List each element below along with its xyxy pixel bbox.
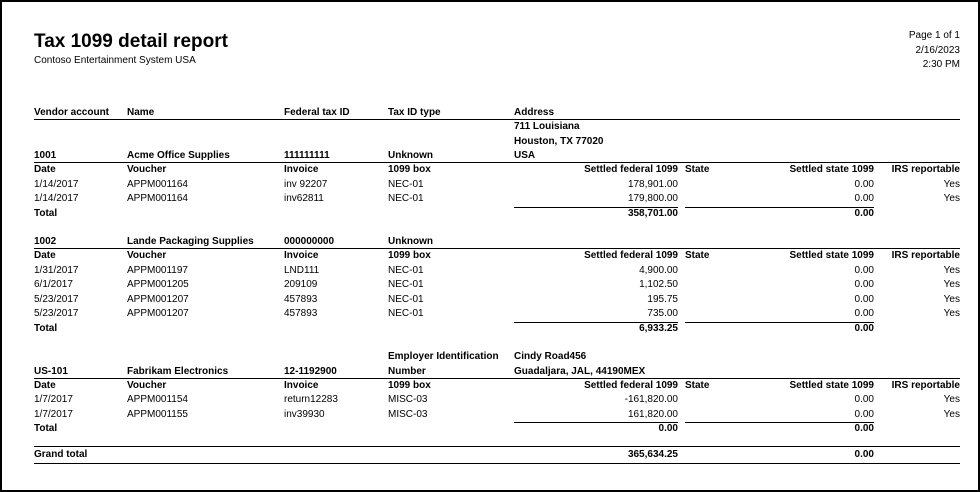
row-settled-state: 0.00 — [854, 308, 874, 319]
vendor-name: Acme Office Supplies — [127, 150, 230, 161]
subtotal-rule-state — [685, 322, 874, 323]
header-address: Address — [514, 107, 555, 118]
row-1099-box: NEC-01 — [388, 178, 424, 190]
vendor-tax-id-type: Employer Identification — [388, 351, 499, 362]
row-voucher: APPM001164 — [127, 193, 188, 204]
row-settled-federal: 195.75 — [647, 293, 678, 305]
vendor-total-state: 0.00 — [854, 207, 874, 219]
subtotal-rule-state — [685, 207, 874, 208]
vendor-address-line: Guadaljara, JAL, 44190MEX — [514, 365, 646, 377]
col-settled-state: Settled state 1099 — [789, 164, 874, 175]
col-irs-reportable: IRS reportable — [891, 164, 960, 175]
col-date: Date — [34, 379, 56, 391]
page-number: Page 1 of 1 — [908, 30, 960, 41]
row-settled-federal: 735.00 — [647, 308, 678, 319]
vendor-tax-id: 12-1192900 — [284, 365, 337, 377]
row-settled-federal: 1,102.50 — [639, 279, 678, 290]
row-voucher: APPM001154 — [127, 394, 188, 405]
row-date: 1/14/2017 — [34, 178, 79, 190]
col-1099-box: 1099 box — [388, 379, 431, 391]
vendor-name: Fabrikam Electronics — [127, 365, 229, 377]
report-time: 2:30 PM — [922, 59, 960, 70]
row-settled-federal: 161,820.00 — [627, 408, 678, 420]
header-vendor-account: Vendor account — [34, 107, 110, 118]
row-invoice: inv62811 — [284, 193, 324, 204]
row-invoice: inv 92207 — [284, 178, 328, 190]
vendor-tax-id: 111111111 — [284, 150, 330, 161]
row-irs-reportable: Yes — [943, 408, 960, 420]
vendor-address-line: 711 Louisiana — [514, 121, 580, 132]
row-settled-federal: -161,820.00 — [624, 394, 678, 405]
row-settled-federal: 178,901.00 — [627, 178, 678, 190]
row-settled-state: 0.00 — [854, 193, 874, 204]
row-settled-state: 0.00 — [854, 394, 874, 405]
vendor-total-federal: 0.00 — [658, 423, 678, 434]
col-state: State — [685, 164, 710, 175]
vendor-total-federal: 6,933.25 — [639, 322, 678, 334]
header-tax-id-type: Tax ID type — [388, 107, 441, 118]
vendor-account: US-101 — [34, 365, 68, 377]
vendor-account: 1001 — [34, 150, 57, 161]
row-invoice: 457893 — [284, 308, 318, 319]
row-date: 1/7/2017 — [34, 394, 73, 405]
grand-total-federal: 365,634.25 — [627, 448, 678, 460]
col-invoice: Invoice — [284, 250, 319, 261]
col-invoice: Invoice — [284, 379, 319, 391]
vendor-total-label: Total — [34, 207, 58, 219]
row-invoice: 209109 — [284, 279, 318, 290]
row-date: 5/23/2017 — [34, 293, 79, 305]
row-1099-box: NEC-01 — [388, 264, 424, 276]
vendor-name: Lande Packaging Supplies — [127, 236, 254, 247]
col-irs-reportable: IRS reportable — [891, 379, 960, 391]
vendor-rule — [34, 378, 960, 379]
row-settled-state: 0.00 — [854, 293, 874, 305]
vendor-address-line: Cindy Road456 — [514, 351, 587, 362]
row-irs-reportable: Yes — [943, 308, 960, 319]
col-state: State — [685, 250, 710, 261]
row-voucher: APPM001197 — [127, 264, 188, 276]
vendor-tax-id-type: Number — [388, 365, 426, 377]
subtotal-rule-federal — [514, 422, 678, 423]
row-1099-box: MISC-03 — [388, 408, 428, 420]
header-name: Name — [127, 107, 155, 118]
col-settled-state: Settled state 1099 — [789, 379, 874, 391]
col-settled-federal: Settled federal 1099 — [584, 379, 678, 391]
row-irs-reportable: Yes — [943, 394, 960, 405]
row-irs-reportable: Yes — [943, 193, 960, 204]
col-voucher: Voucher — [127, 164, 167, 175]
row-voucher: APPM001207 — [127, 293, 189, 305]
row-date: 5/23/2017 — [34, 308, 79, 319]
vendor-rule — [34, 162, 960, 163]
vendor-tax-id-type: Unknown — [388, 150, 433, 161]
row-invoice: return12283 — [284, 394, 338, 405]
col-date: Date — [34, 164, 56, 175]
row-voucher: APPM001205 — [127, 279, 189, 290]
vendor-tax-id: 000000000 — [284, 236, 335, 247]
row-settled-state: 0.00 — [854, 264, 874, 276]
vendor-address-line: USA — [514, 150, 536, 161]
row-1099-box: MISC-03 — [388, 394, 428, 405]
grand-total-rule-bottom — [34, 463, 960, 464]
row-1099-box: NEC-01 — [388, 279, 424, 290]
vendor-tax-id-type: Unknown — [388, 236, 433, 247]
row-date: 1/7/2017 — [34, 408, 73, 420]
vendor-total-state: 0.00 — [854, 423, 874, 434]
col-date: Date — [34, 250, 56, 261]
vendor-rule — [34, 248, 960, 249]
row-settled-federal: 4,900.00 — [639, 264, 678, 276]
row-settled-state: 0.00 — [854, 178, 874, 190]
row-irs-reportable: Yes — [943, 264, 960, 276]
row-1099-box: NEC-01 — [388, 293, 424, 305]
vendor-address-line: Houston, TX 77020 — [514, 135, 604, 147]
col-settled-federal: Settled federal 1099 — [584, 250, 678, 261]
col-invoice: Invoice — [284, 164, 319, 175]
row-invoice: LND111 — [284, 264, 320, 276]
header-federal-tax-id: Federal tax ID — [284, 107, 350, 118]
header-rule — [34, 119, 960, 120]
col-irs-reportable: IRS reportable — [891, 250, 960, 261]
vendor-total-federal: 358,701.00 — [627, 207, 678, 219]
row-invoice: inv39930 — [284, 408, 325, 420]
row-1099-box: NEC-01 — [388, 308, 424, 319]
subtotal-rule-state — [685, 422, 874, 423]
col-1099-box: 1099 box — [388, 250, 431, 261]
row-date: 6/1/2017 — [34, 279, 73, 290]
vendor-total-label: Total — [34, 423, 58, 434]
row-irs-reportable: Yes — [943, 279, 960, 290]
report-title: Tax 1099 detail report — [34, 31, 228, 52]
grand-total-rule-top — [34, 446, 960, 447]
row-date: 1/14/2017 — [34, 193, 79, 204]
row-settled-state: 0.00 — [854, 279, 874, 290]
grand-total-label: Grand total — [34, 448, 88, 460]
col-settled-federal: Settled federal 1099 — [584, 164, 678, 175]
row-settled-federal: 179,800.00 — [627, 193, 678, 204]
row-1099-box: NEC-01 — [388, 193, 424, 204]
col-state: State — [685, 379, 710, 391]
row-date: 1/31/2017 — [34, 264, 79, 276]
vendor-total-state: 0.00 — [854, 322, 874, 334]
col-1099-box: 1099 box — [388, 164, 431, 175]
row-irs-reportable: Yes — [943, 178, 960, 190]
col-settled-state: Settled state 1099 — [789, 250, 874, 261]
company-name: Contoso Entertainment System USA — [34, 55, 196, 66]
row-voucher: APPM001155 — [127, 408, 188, 420]
row-invoice: 457893 — [284, 293, 318, 305]
row-voucher: APPM001207 — [127, 308, 189, 319]
vendor-total-label: Total — [34, 322, 58, 334]
row-irs-reportable: Yes — [943, 293, 960, 305]
grand-total-state: 0.00 — [854, 448, 874, 460]
col-voucher: Voucher — [127, 250, 167, 261]
col-voucher: Voucher — [127, 379, 167, 391]
vendor-account: 1002 — [34, 236, 57, 247]
report-date: 2/16/2023 — [915, 45, 960, 56]
row-settled-state: 0.00 — [854, 408, 874, 420]
row-voucher: APPM001164 — [127, 178, 188, 190]
